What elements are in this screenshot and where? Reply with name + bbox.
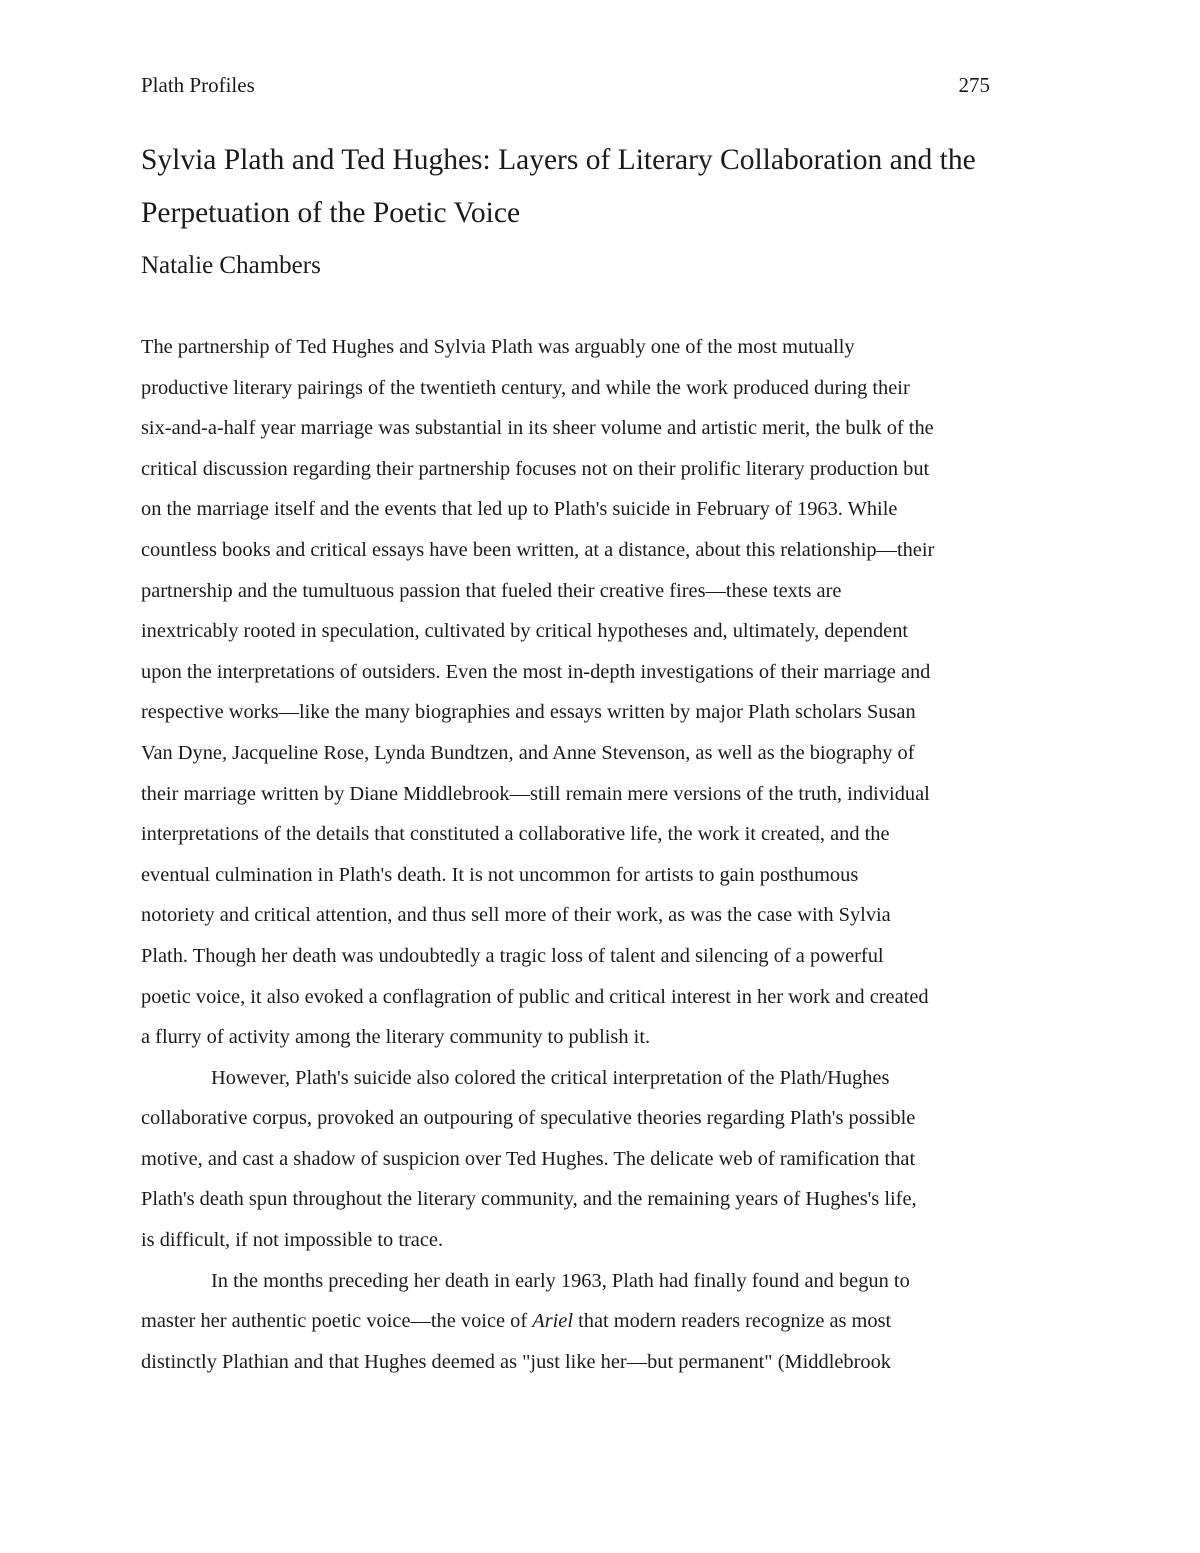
title-line-1: Sylvia Plath and Ted Hughes: Layers of Literary Collaboration and the (141, 144, 976, 176)
page-number: 275 (958, 73, 990, 97)
text-line: The partnership of Ted Hughes and Sylvia Plath was arguably one of the most mutually (141, 336, 855, 358)
text-line: countless books and critical essays have been written, at a distance, about this relationship—their (141, 538, 935, 561)
text-line: However, Plath's suicide also colored the critical interpretation of the Plath/Hughes (211, 1066, 890, 1089)
text-line: a flurry of activity among the literary community to publish it. (141, 1026, 651, 1049)
text-line: interpretations of the details that constituted a collaborative life, the work it created, and the (141, 823, 890, 846)
text-line: Plath's death spun throughout the literary community, and the remaining years of Hughes's life, (141, 1188, 917, 1211)
title-line-2: Perpetuation of the Poetic Voice (141, 197, 521, 229)
text-line: inextricably rooted in speculation, cultivated by critical hypotheses and, ultimately, dependent (141, 620, 909, 643)
text-line (141, 1301, 1071, 1342)
article-title (141, 134, 1071, 240)
running-header (141, 70, 990, 100)
text-line: eventual culmination in Plath's death. It is not uncommon for artists to gain posthumous (141, 863, 859, 886)
text-line: six-and-a-half year marriage was substantial in its sheer volume and artistic merit, the bulk of the (141, 417, 934, 440)
italic-title-ariel: Ariel (532, 1310, 574, 1333)
text-line: poetic voice, it also evoked a conflagration of public and critical interest in her work and created (141, 985, 929, 1008)
text-line: partnership and the tumultuous passion that fueled their creative fires—these texts are (141, 579, 842, 602)
text-line: collaborative corpus, provoked an outpouring of speculative theories regarding Plath's possible (141, 1107, 916, 1130)
text-line: Van Dyne, Jacqueline Rose, Lynda Bundtzen, and Anne Stevenson, as well as the biography of (141, 741, 915, 764)
paragraph-1 (141, 327, 1071, 1058)
text-line: respective works—like the many biographies and essays written by major Plath scholars Susan (141, 701, 916, 724)
paragraph-3 (141, 1261, 1071, 1383)
journal-name: Plath Profiles (141, 73, 255, 97)
text-line: upon the interpretations of outsiders. Even the most in-depth investigations of their marriage and (141, 660, 931, 683)
text-line: is difficult, if not impossible to trace. (141, 1229, 444, 1252)
text-run: master her authentic poetic voice—the voice of (141, 1310, 533, 1333)
text-line: In the months preceding her death in early 1963, Plath had finally found and begun to (211, 1269, 910, 1292)
text-line: on the marriage itself and the events that led up to Plath's suicide in February of 1963. While (141, 498, 898, 521)
text-line: notoriety and critical attention, and thus sell more of their work, as was the case with Sylvia (141, 904, 891, 927)
text-line: their marriage written by Diane Middlebrook—still remain mere versions of the truth, individual (141, 782, 930, 805)
text-line: motive, and cast a shadow of suspicion over Ted Hughes. The delicate web of ramification that (141, 1147, 916, 1170)
text-line: distinctly Plathian and that Hughes deemed as "just like her—but permanent" (Middlebrook (141, 1350, 891, 1373)
article-body (141, 327, 1071, 1382)
text-run: that modern readers recognize as most (573, 1310, 892, 1333)
text-line: productive literary pairings of the twentieth century, and while the work produced during their (141, 376, 910, 399)
text-line: critical discussion regarding their partnership focuses not on their prolific literary production but (141, 457, 930, 480)
paragraph-2 (141, 1058, 1071, 1261)
article-author: Natalie Chambers (141, 252, 321, 279)
text-line: Plath. Though her death was undoubtedly a tragic loss of talent and silencing of a powerful (141, 944, 884, 967)
